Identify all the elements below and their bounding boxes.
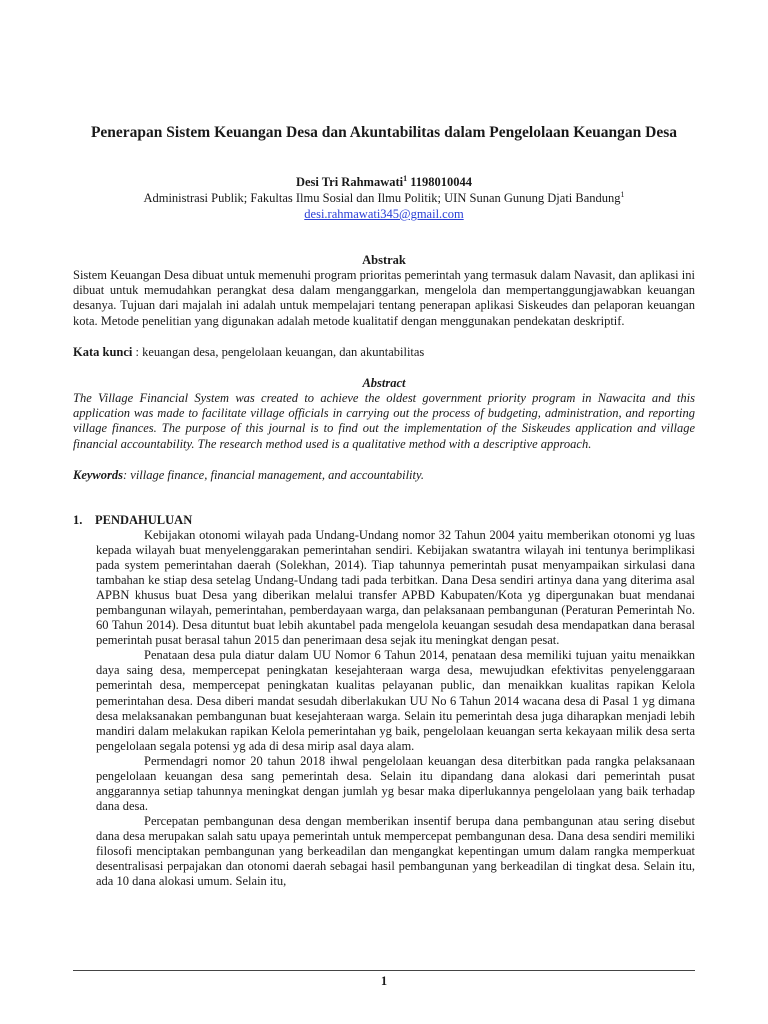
affiliation-text: Administrasi Publik; Fakultas Ilmu Sosial dan Ilmu Politik; UIN Sunan Gunung Djati Bandung <box>143 191 621 205</box>
author-line <box>0 174 768 190</box>
abstract-heading: Abstract <box>362 376 406 390</box>
body-paragraph: Penataan desa pula diatur dalam UU Nomor 6 Tahun 2014, penataan desa memiliki tujuan yaitu menaikkan daya saing desa, mempercepat peningkatan kesejahteraan warga desa, mewujudkan efektivitas penyelenggaraan pemerintah desa, mempercepat peningkatan kualitas pelayanan public, dan menaikkan kualitas rapikan Kelola pemerintahan desa. Desa diberi mandat sesudah diberlakukan UU No 6 Tahun 2014 wacana desa di Pasal 1 yg dimana desa melaksanakan pembangunan buat kesejahteraan warga. Selain itu pemerintah desa juga diharapkan menjadi lebih mandiri dalam melakukan rapikan Kelola pemerintahan yg baik, pengelolaan keuangan serta kekayaan milik desa serta pengelolaan segala potensi yg ada di desa mirip asal daya alam. <box>96 648 695 753</box>
body-paragraph: Permendagri nomor 20 tahun 2018 ihwal pengelolaan keuangan desa diterbitkan pada rangka pelaksanaan pengelolaan keuangan desa sang pemerintah desa. Selain itu dipandang dana alokasi dari pemerintah pusat anggarannya setiap tahunnya meningkat dengan jumlah yg besar maka diperlukannya pengelolaan yang baik terhadap dana desa. <box>96 753 695 813</box>
author-email-link[interactable]: desi.rahmawati345@gmail.com <box>304 207 464 221</box>
section-heading <box>73 513 192 528</box>
body-paragraph: Percepatan pembangunan desa dengan memberikan insentif berupa dana pembangunan atau sering disebut dana desa merupakan salah satu upaya pemerintah untuk mempercepat pembangunan desa. Dana desa sendiri memiliki filosofi menciptakan pembangunan yang berkeadilan dan mengangkat kepentingan umum dalam rangka memperkuat desentralisasi perpajakan dan otonomi daerah sebagai hasil pembangunan yang berkeadilan di tingkat desa. Selain itu, ada 10 dana alokasi umum. Selain itu, <box>96 813 695 889</box>
abstrak-heading: Abstrak <box>362 253 406 267</box>
author-name: Desi Tri Rahmawati <box>295 175 404 189</box>
keywords-text: : village finance, financial management, and accountability. <box>123 468 424 482</box>
kata-kunci-text: : keuangan desa, pengelolaan keuangan, dan akuntabilitas <box>132 345 425 359</box>
body-paragraph: Kebijakan otonomi wilayah pada Undang-Undang nomor 32 Tahun 2004 yaitu memberikan otonomi yg luas kepada wilayah buat menyelenggarakan pemerintahan sendiri. Kebijakan swatantra wilayah ini tentunya berimplikasi pada system pemerintahan daerah (Solekhan, 2014). Tiap tahunnya pemerintah pusat menyampaikan sirkulasi dana tambahan ke stiap desa setelag Undang-Undang tadi pada terbitkan. Dana Desa sendiri artinya dana yang diterima asal APBN khusus buat Desa yang diberikan melalui transfer APBD Kabupaten/Kota yg dipergunakan buat mendanai pembangunan wilayah, pemerintahan, pemberdayaan warga, dan pelaksanaan pembangunan (Peraturan Pemerintah No. 60 Tahun 2014). Desa dituntut buat lebih akuntabel pada mengelola keuangan sesudah desa mendapatkan dana berasal pemerintah pusat berasal tahun 2015 dan penerimaan desa sejak itu meningkat dengan pesat. <box>96 528 695 648</box>
section-body <box>96 528 695 889</box>
section-title: PENDAHULUAN <box>95 513 193 527</box>
paper-title: Penerapan Sistem Keuangan Desa dan Akuntabilitas dalam Pengelolaan Keuangan Desa <box>90 124 678 141</box>
keywords-line <box>73 468 695 483</box>
affiliation-superscript: 1 <box>620 189 625 199</box>
footer-divider <box>73 970 695 971</box>
section-number: 1. <box>73 513 83 527</box>
author-superscript: 1 <box>403 173 408 183</box>
keywords-label: Keywords <box>73 468 123 482</box>
abstract-text: The Village Financial System was created to achieve the oldest government priority program in Nawacita and this application was made to facilitate village officials in carrying out the process of budgeting, administration, and reporting village finances. The purpose of this journal is to find out the implementation of the Siskeudes application and village financial accountability. The research method used is a qualitative method with a descriptive approach. <box>73 391 695 451</box>
author-id: 1198010044 <box>407 175 473 189</box>
page-number: 1 <box>380 974 388 988</box>
abstrak-text: Sistem Keuangan Desa dibuat untuk memenuhi program prioritas pemerintah yang termasuk dalam Navasit, dan aplikasi ini dibuat untuk memudahkan perangkat desa dalam menganggarkan, mengelola dan mempertanggungjawabkan keuangan desanya. Tujuan dari majalah ini adalah untuk mempelajari tentang penerapan aplikasi Siskeudes dan pelaporan keuangan kota. Metode penelitian yang digunakan adalah metode kualitatif dengan menggunakan pendekatan deskriptif. <box>73 268 695 328</box>
author-affiliation <box>0 190 768 206</box>
kata-kunci-line <box>73 345 695 360</box>
kata-kunci-label: Kata kunci <box>73 345 133 359</box>
